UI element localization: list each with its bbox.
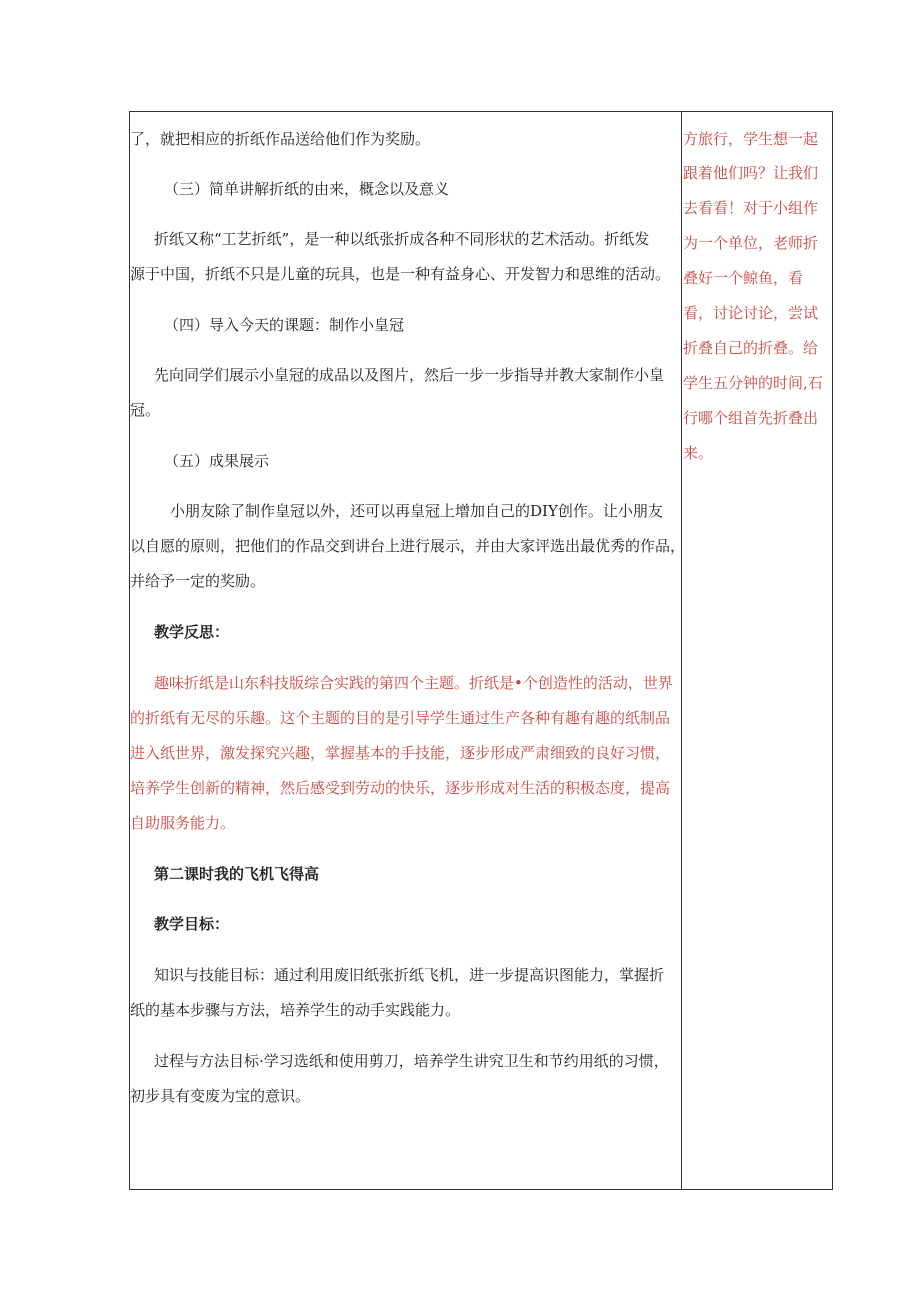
text-line: 折纸又称“工艺折纸”，是一种以纸张折成各种不同形状的艺术活动。折纸发 xyxy=(154,230,650,248)
side-note-line: 叠好一个鲸鱼，看 xyxy=(683,269,804,287)
side-note-line: 去看看！对于小组作 xyxy=(683,199,819,217)
column-divider xyxy=(681,112,682,1189)
lesson-plan-table xyxy=(129,111,833,1190)
text-line: 并给予一定的奖励。 xyxy=(130,572,266,590)
reflection-text-line: 趣味折纸是山东科技版综合实践的第四个主题。折纸是•个创造性的活动，世界 xyxy=(154,674,673,692)
text-line: 冠。 xyxy=(130,401,161,419)
lesson-title: 第二课时我的飞机飞得高 xyxy=(154,865,320,883)
text-line: 过程与方法目标·学习选纸和使用剪刀，培养学生讲究卫生和节约用纸的习惯， xyxy=(154,1052,669,1070)
side-note-line: 看，讨论讨论，尝试 xyxy=(683,304,819,322)
reflection-text-line: 培养学生创新的精神，然后感受到劳动的快乐，逐步形成对生活的积极态度，提高 xyxy=(130,779,671,797)
text-line: 初步具有变废为宝的意识。 xyxy=(130,1087,311,1105)
text-line: 源于中国，折纸不只是儿童的玩具，也是一种有益身心、开发智力和思维的活动。 xyxy=(130,265,671,283)
section-heading-5: （五）成果展示 xyxy=(164,452,270,470)
side-note-line: 为一个单位，老师折 xyxy=(683,234,819,252)
side-note-line: 方旅行，学生想一起 xyxy=(683,130,819,148)
side-note-line: 学生五分钟的时间,石 xyxy=(683,374,823,392)
reflection-text-line: 进入纸世界，激发探究兴趣，掌握基本的手技能，逐步形成严肃细致的良好习惯， xyxy=(130,744,671,762)
text-line: 了，就把相应的折纸作品送给他们作为奖励。 xyxy=(130,130,431,148)
section-heading-4: （四）导入今天的课题：制作小皇冠 xyxy=(164,316,405,334)
section-heading-3: （三）简单讲解折纸的由来，概念以及意义 xyxy=(164,180,450,198)
side-note-line: 来。 xyxy=(683,444,714,462)
text-line: 纸的基本步骤与方法，培养学生的动手实践能力。 xyxy=(130,1001,461,1019)
reflection-text-line: 的折纸有无尽的乐趣。这个主题的目的是引导学生通过生产各种有趣有趣的纸制品 xyxy=(130,709,671,727)
side-note-line: 跟着他们吗？让我们 xyxy=(683,164,819,182)
reflection-heading: 教学反思： xyxy=(154,623,230,641)
text-line: 知识与技能目标：通过利用废旧纸张折纸飞机，进一步提高识图能力，掌握折 xyxy=(154,966,665,984)
reflection-text-line: 自助服务能力。 xyxy=(130,814,236,832)
objectives-heading: 教学目标： xyxy=(154,915,230,933)
text-line: 以自愿的原则，把他们的作品交到讲台上进行展示，并由大家评选出最优秀的作品， xyxy=(130,537,686,555)
text-line: 小朋友除了制作皇冠以外，还可以再皇冠上增加自己的DIY创作。让小朋友 xyxy=(170,502,663,520)
side-note-line: 行哪个组首先折叠出 xyxy=(683,409,819,427)
text-line: 先向同学们展示小皇冠的成品以及图片，然后一步一步指导并教大家制作小皇 xyxy=(154,366,665,384)
side-note-line: 折叠自己的折叠。给 xyxy=(683,339,819,357)
